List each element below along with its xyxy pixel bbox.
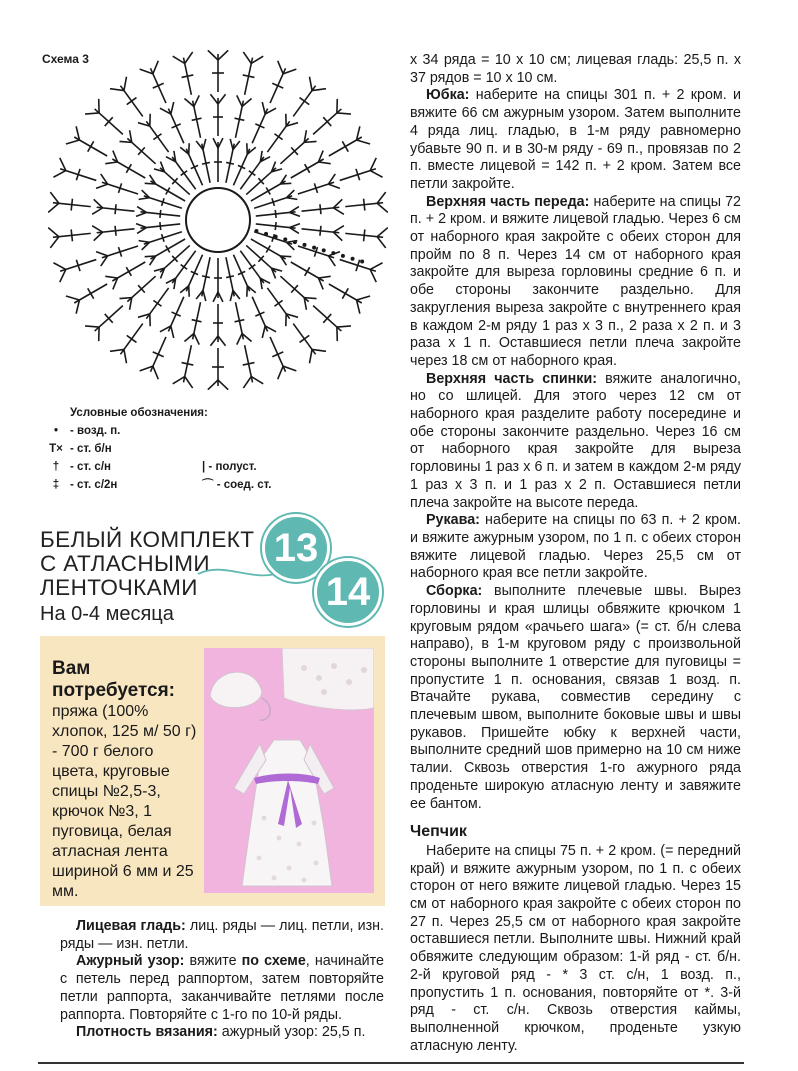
stitch-mark <box>185 52 193 64</box>
stitch-mark <box>126 164 131 173</box>
stitch-mark <box>203 290 206 301</box>
stitch-mark <box>274 300 282 306</box>
stitch-mark <box>127 98 137 105</box>
paragraph-stockinette <box>60 918 384 953</box>
stitch-mark <box>328 184 340 188</box>
legend-text-chain: - возд. п. <box>70 425 121 437</box>
stitch-mark <box>139 198 150 200</box>
stitch-mark <box>290 212 300 216</box>
stitch-mark <box>333 199 342 208</box>
stitch-mark <box>181 265 187 270</box>
text-sleeves: наберите на спицы по 63 п. + 2 кром. и вяжите ажурным узором, по 1 п. с обеих сторон вяжите лицевой гладью. Через 25,5 см от наборного края все петли закройте. <box>410 512 741 582</box>
stitch-mark <box>342 141 348 151</box>
stitch-mark <box>202 162 210 164</box>
stitch-mark <box>181 171 187 176</box>
paragraph-assembly <box>410 583 741 813</box>
paragraph-gauge <box>60 1024 384 1042</box>
stitch-mark <box>218 94 226 104</box>
label-gauge: Плотность вязания: <box>76 1024 218 1041</box>
stitch-mark <box>333 226 344 232</box>
stitch-mark <box>173 56 185 63</box>
text-back: вяжите аналогично, но со шлицей. Для этого через 12 см от наборного края разделите работу посередине и обе стороны закончите раздельно. Через 16 см от наборного края закройте для выреза горловины 1 раз х 6 п. и затем в каждом 2-м ряду 1 раз х 3 п. и 1 раз х 2 п. Оставшиеся петли плеча закройте на высоте переда. <box>410 370 742 511</box>
stitch-mark <box>208 50 218 60</box>
stitch-mark <box>377 203 388 212</box>
legend-text-sc: - ст. б/н <box>70 443 112 455</box>
text-assembly: выполните плечевые швы. Вырез горловины и края шлицы обвяжите крючком 1 круговым рядом «рачьего шага» (= ст. б/н слева направо), в 1-м круговом ряду с произвольной стороны выполните 1 отверстие для пуговицы = пропустите 1 п. основания, связав 1 возд. п. Втачайте рукава, совместив середину с плечевым швом, выполните боковые швы и швы рукавов. Пришейте юбку к верхней части, выполните средний шов примерно на 10 см ниже талии. Сквозь отверстия 1-го ажурного ряда проденьте широкую атласную ленту и завяжите ее бантом. <box>410 583 741 812</box>
stitch-mark <box>377 237 386 248</box>
stitch-mark <box>115 226 116 236</box>
label-assembly: Сборка: <box>426 583 483 600</box>
stitch-mark <box>96 252 108 256</box>
stitch-mark <box>185 377 193 389</box>
stitch-mark <box>203 139 206 150</box>
stitch-mark <box>160 222 161 230</box>
bottom-rule <box>38 1062 744 1064</box>
stitch-mark <box>320 204 321 214</box>
requirements-title <box>52 658 175 702</box>
text-lace-b: , начинайте с петель перед раппортом, затем повторяйте петли раппорта, заканчивайте петлями после раппорта. Повторяйте с 1-го по 10-й ряды. <box>60 953 384 1023</box>
paragraph-sleeves <box>410 512 741 583</box>
label-front: Верхняя часть переда: <box>426 193 590 210</box>
badge-13: 13 <box>262 514 330 582</box>
stitch-mark <box>105 276 117 278</box>
stitch-mark <box>251 56 263 63</box>
stitch-mark <box>337 326 351 327</box>
stitch-mark <box>66 140 79 144</box>
stitch-mark <box>286 198 297 200</box>
text-stockinette: лиц. ряды — лиц. петли, изн. ряды — изн. петли. <box>60 918 384 952</box>
stitch-mark <box>160 210 161 218</box>
stitch-mark <box>274 134 282 140</box>
stitch-mark <box>96 184 108 188</box>
paragraph-skirt <box>410 87 741 193</box>
stitch-mark <box>318 162 330 164</box>
stitch-mark <box>171 102 174 114</box>
stitch-mark <box>235 320 245 322</box>
legend-text-tr: - ст. с/2н <box>70 479 118 491</box>
requirements-title-line-2: потребуется: <box>52 680 175 701</box>
paragraph-gauge-cont: х 34 ряда = 10 х 10 см; лицевая гладь: 25,5 п. х 37 рядов = 10 х 10 см. <box>410 52 741 86</box>
stitch-mark <box>364 229 365 241</box>
legend-symbol-slip: ⌒ <box>202 479 214 491</box>
chain-dot <box>312 246 316 250</box>
title-line-2: С АТЛАСНЫМИ <box>40 551 211 576</box>
stitch-mark <box>115 204 116 214</box>
stitch-mark <box>309 349 312 363</box>
label-stockinette: Лицевая гладь: <box>76 918 186 934</box>
stitch-mark <box>85 113 99 114</box>
text-lace-a: вяжите <box>184 953 242 970</box>
stitch-mark <box>48 203 59 212</box>
label-back: Верхняя часть спинки: <box>426 370 598 387</box>
stitch-mark <box>218 50 228 60</box>
stitch-mark <box>218 380 228 390</box>
stitch-mark <box>357 296 370 300</box>
text-front: наберите на спицы 72 п. + 2 кром. и вяжите лицевой гладью. Через 6 см от наборного края закройте с обеих сторон для пройм по 8 п. Через 14 см от наборного края закройте для выреза горловины средние 6 п. и обе стороны закончите раздельно. Для закругления выреза закройте с внутреннего края в каждом 2-м ряду 1 раз х 3 п., 2 раза х 2 п. и 3 раза х 1 п. Оставшиеся петли плеча закройте через 18 см от наборного края. <box>410 193 741 369</box>
chain-dot <box>254 229 258 233</box>
legend <box>42 404 372 494</box>
crochet-chart-diagram <box>48 50 388 390</box>
stitch-mark <box>305 267 310 276</box>
chain-dot <box>331 251 335 255</box>
stitch-mark <box>153 134 161 140</box>
paragraph-back <box>410 371 741 513</box>
stitch-mark <box>318 276 330 278</box>
title-subtitle: На 0-4 месяца <box>40 603 174 625</box>
stitch-mark <box>50 237 59 248</box>
legend-symbol-tr: ‡ <box>52 479 60 491</box>
chain-dot <box>360 259 364 263</box>
stitch-mark <box>208 380 218 390</box>
stitch-mark <box>357 140 370 144</box>
baby-set-photo <box>204 648 374 893</box>
stitch-mark <box>153 300 161 306</box>
stitch-mark <box>275 222 276 230</box>
stitch-mark <box>249 171 255 176</box>
stitch-mark <box>71 229 72 241</box>
stitch-mark <box>226 162 234 164</box>
stitch-mark <box>370 263 382 270</box>
stitch-mark <box>237 95 242 106</box>
stitch-mark <box>71 199 72 211</box>
stitch-mark <box>145 256 156 257</box>
stitch-mark <box>304 298 316 299</box>
stitch-mark <box>290 224 300 228</box>
stitch-mark <box>251 377 263 384</box>
stitch-mark <box>235 118 245 120</box>
right-text <box>410 52 741 1055</box>
title-line-3: ЛЕНТОЧКАМИ <box>40 575 198 600</box>
stitch-mark <box>53 171 65 178</box>
stitch-mark <box>124 77 127 91</box>
legend-row <box>42 440 372 458</box>
stitch-mark <box>280 183 291 184</box>
text-gauge: ажурный узор: 25,5 п. <box>217 1024 366 1041</box>
stitch-mark <box>66 296 79 300</box>
stitch-mark <box>333 232 342 241</box>
stitch-mark <box>278 366 283 379</box>
stitch-mark <box>226 276 234 278</box>
stitch-mark <box>50 192 59 203</box>
paragraph-front <box>410 194 741 371</box>
stitch-mark <box>243 377 251 389</box>
stitch-mark <box>153 366 158 379</box>
stitch-mark <box>105 162 117 164</box>
legend-symbol-dc: † <box>52 461 60 473</box>
stitch-mark <box>119 141 131 142</box>
chain-dot <box>264 232 268 236</box>
label-skirt: Юбка: <box>426 87 470 104</box>
chain-dot <box>302 243 306 247</box>
stitch-mark <box>94 232 103 241</box>
stitch-mark <box>119 298 131 299</box>
chain-dot <box>283 237 287 241</box>
stitch-mark <box>218 336 226 346</box>
chain-dot <box>293 240 297 244</box>
stitch-mark <box>85 326 99 327</box>
legend-text-half: - полуст. <box>208 461 257 473</box>
legend-row <box>42 458 372 476</box>
legend-symbol-half: | <box>202 461 206 473</box>
badge-14: 14 <box>314 558 382 626</box>
stitch-mark <box>210 94 218 104</box>
stitch-mark <box>153 61 158 74</box>
stitch-mark <box>171 326 174 338</box>
legend-text-dc: - ст. с/н <box>70 461 111 473</box>
stitch-mark <box>377 192 386 203</box>
stitch-mark <box>230 290 233 301</box>
stitch-mark <box>278 61 283 74</box>
stitch-mark <box>173 377 185 384</box>
stitch-mark <box>342 288 348 298</box>
stitch-mark <box>237 333 242 344</box>
stitch-mark <box>262 326 265 338</box>
stitch-mark <box>88 288 94 298</box>
stitch-mark <box>210 336 218 346</box>
title-line-1: БЕЛЫЙ КОМПЛЕКТ <box>40 527 255 552</box>
stitch-mark <box>126 267 131 276</box>
stitch-mark <box>192 118 202 120</box>
legend-row <box>42 422 372 440</box>
stitch-mark <box>249 265 255 270</box>
stitch-mark <box>192 320 202 322</box>
stitch-mark <box>139 241 150 243</box>
stitch-mark <box>230 139 233 150</box>
label-sleeves: Рукава: <box>426 512 480 529</box>
stitch-mark <box>300 98 310 105</box>
chain-dot <box>351 257 355 261</box>
legend-symbol-chain: • <box>53 425 59 437</box>
stitch-mark <box>309 77 312 91</box>
chain-dot <box>274 235 278 239</box>
stitch-mark <box>333 208 344 214</box>
legend-title: Условные обозначения: <box>70 407 208 419</box>
chain-dot <box>322 248 326 252</box>
stitch-mark <box>364 199 365 211</box>
stitch-mark <box>305 164 310 173</box>
stitch-mark <box>92 226 103 232</box>
stitch-mark <box>92 208 103 214</box>
stitch-mark <box>280 256 291 257</box>
scheme-label: Схема 3 <box>42 52 89 66</box>
stitch-mark <box>94 199 103 208</box>
stitch-mark <box>53 263 65 270</box>
stitch-mark <box>124 349 127 363</box>
stitch-mark <box>304 141 316 142</box>
label-lace: Ажурный узор: <box>76 953 185 970</box>
stitch-mark <box>337 113 351 114</box>
left-text <box>60 918 384 1042</box>
stitch-mark <box>194 333 199 344</box>
stitch-mark <box>194 95 199 106</box>
paragraph-lace <box>60 953 384 1024</box>
stitch-mark <box>275 210 276 218</box>
stitch-mark <box>136 212 146 216</box>
stitch-mark <box>377 228 388 237</box>
stitch-mark <box>136 224 146 228</box>
requirements-title-line-1: Вам <box>52 658 91 679</box>
stitch-mark <box>320 226 321 236</box>
requirements-body: пряжа (100% хлопок, 125 м/ 50 г) - 700 г белого цвета, круговые спицы №2,5-3, крючок №3, 1 пуговица, белая атласная лента шириной 6 мм и 25 мм. <box>52 703 197 900</box>
stitch-mark <box>127 335 137 342</box>
legend-row <box>42 476 372 494</box>
chain-dot <box>341 254 345 258</box>
stitch-mark <box>145 183 156 184</box>
paragraph-cap: Наберите на спицы 75 п. + 2 кром. (= передний край) и вяжите ажурным узором, по 1 п. с обеих сторон от него вяжите лицевой гладью. Через 15 см от наборного края закройте с обеих сторон по 27 п. Через 25,5 см от наборного края закройте оставшиеся петли. Выполните швы. Нижний край обвяжите следующим образом: 1-й ряд - ст. б/н. 2-й круговой ряд - * 3 ст. с/н, 1 возд. п., пропустить 1 п. основания, повторяйте от *. 3-й ряд - ст. с/н. Сквозь отверстия каймы, выполненной крючком, проденьте узкую атласную ленту. <box>410 842 741 1054</box>
stitch-mark <box>202 276 210 278</box>
stitch-mark <box>88 141 94 151</box>
cap-heading: Чепчик <box>410 823 467 841</box>
legend-text-slip: - соед. ст. <box>216 479 272 491</box>
stitch-mark <box>48 228 59 237</box>
stitch-mark <box>370 171 382 178</box>
text-lace-bold: по схеме <box>241 953 306 970</box>
chart-center-ring <box>186 188 250 252</box>
text-skirt: наберите на спицы 301 п. + 2 кром. и вяжите 66 см ажурным узором. Затем выполните 4 ряда лиц. гладью, в 1-м ряду равномерно убавьте 90 п. и в 30-м ряду - 69 п., провязав по 2 п. вместе лицевой = 142 п. + 2 кром. Затем все петли закройте. <box>410 87 741 192</box>
stitch-mark <box>262 102 265 114</box>
stitch-mark <box>300 335 310 342</box>
stitch-mark <box>243 52 251 64</box>
legend-symbol-sc: T× <box>49 443 63 455</box>
